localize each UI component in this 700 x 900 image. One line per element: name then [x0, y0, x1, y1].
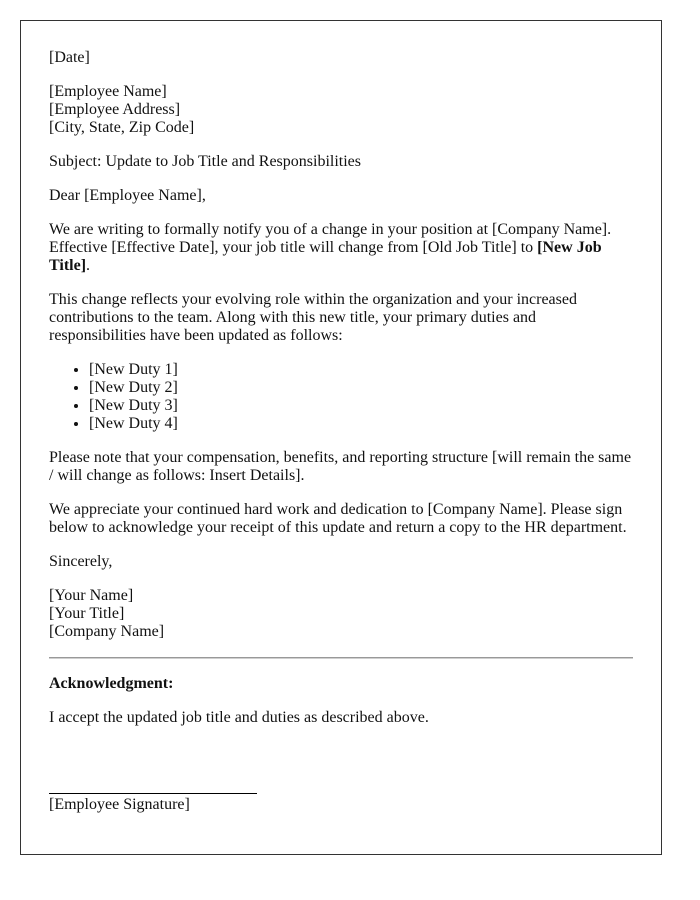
recipient-city-state-zip: [City, State, Zip Code]	[49, 119, 195, 136]
sender-company: [Company Name]	[49, 623, 165, 640]
employee-signature-line	[49, 793, 257, 814]
paragraph-title-change	[49, 221, 633, 275]
recipient-name: [Employee Name]	[49, 83, 167, 100]
duty-item: • [New Duty 4]	[89, 415, 633, 433]
duty-item: • [New Duty 3]	[89, 397, 633, 415]
section-divider	[49, 657, 633, 659]
letter-salutation: Dear [Employee Name],	[49, 187, 206, 204]
duty-item: • [New Duty 2]	[89, 379, 633, 397]
sender-block	[49, 587, 633, 641]
paragraph-appreciation: We appreciate your continued hard work and dedication to [Company Name]. Please sign below to acknowledge your receipt of this update and return a copy to the HR department.	[49, 501, 627, 536]
paragraph-title-change-text: We are writing to formally notify you of a change in your position at [Company Name]. Effective [Effective Date], your job title will change from [Old Job Title] to	[49, 221, 612, 256]
letter-subject: Subject: Update to Job Title and Responsibilities	[49, 153, 361, 170]
letter-closing: Sincerely,	[49, 553, 113, 570]
employee-signature-label: [Employee Signature]	[49, 796, 190, 813]
new-job-title: [New Job Title]	[49, 239, 602, 274]
acknowledgment-heading: Acknowledgment:	[49, 675, 174, 692]
sender-name: [Your Name]	[49, 587, 134, 604]
duties-list	[49, 361, 633, 433]
letter-document	[20, 20, 662, 855]
duty-item: • [New Duty 1]	[89, 361, 633, 379]
letter-date: [Date]	[49, 49, 90, 66]
paragraph-title-change-end: .	[86, 257, 91, 274]
sender-title: [Your Title]	[49, 605, 125, 622]
recipient-block	[49, 83, 633, 137]
recipient-address: [Employee Address]	[49, 101, 181, 118]
paragraph-role-change: This change reflects your evolving role within the organization and your increased contributions to the team. Along with this new title, your primary duties and responsibilities have been updated as follows:	[49, 291, 577, 344]
acknowledgment-statement: I accept the updated job title and duties as described above.	[49, 709, 429, 726]
paragraph-compensation: Please note that your compensation, benefits, and reporting structure [will remain the same / will change as follows: Insert Details].	[49, 449, 632, 484]
